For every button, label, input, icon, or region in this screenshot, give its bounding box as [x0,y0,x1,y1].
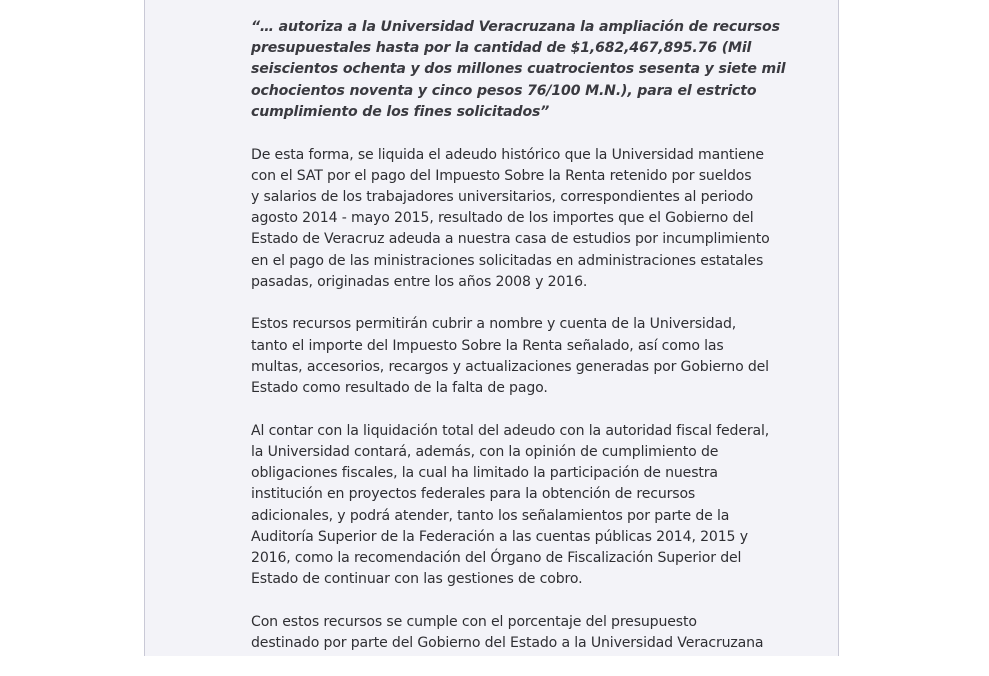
body-paragraph-3 [251,421,771,591]
document-page [144,0,839,656]
quote-line: ochocientos noventa y cinco pesos 76/100 M.N.), para el estricto [251,82,757,99]
text-line: tanto el importe del Impuesto Sobre la Renta señalado, así como las [251,337,724,354]
quote-paragraph [251,17,786,123]
text-line: agosto 2014 - mayo 2015, resultado de los importes que el Gobierno del [251,210,754,227]
text-line: Auditoría Superior de la Federación a las cuentas públicas 2014, 2015 y [251,528,748,545]
text-line: con el SAT por el pago del Impuesto Sobre la Renta retenido por sueldos [251,167,752,184]
text-line: Estado como resultado de la falta de pago. [251,380,548,397]
text-line: 2016, como la recomendación del Órgano de Fiscalización Superior del [251,549,742,566]
quote-line: presupuestales hasta por la cantidad de $1,682,467,895.76 (Mil [251,40,752,57]
text-line: adicionales, y podrá atender, tanto los señalamientos por parte de la [251,507,730,524]
text-line: multas, accesorios, recargos y actualizaciones generadas por Gobierno del [251,358,769,375]
quote-line: cumplimiento de los fines solicitados” [251,103,550,120]
text-line: Con estos recursos se cumple con el porcentaje del presupuesto [251,613,697,630]
text-line: De esta forma, se liquida el adeudo histórico que la Universidad mantiene [251,146,764,163]
body-paragraph-2 [251,314,771,399]
text-line: institución en proyectos federales para la obtención de recursos [251,486,696,503]
text-line: y salarios de los trabajadores universitarios, correspondientes al periodo [251,188,754,205]
document-body [251,17,786,676]
text-line: en el pago de las ministraciones solicitadas en administraciones estatales [251,252,764,269]
text-line: Al contar con la liquidación total del adeudo con la autoridad fiscal federal, [251,422,770,439]
body-paragraph-1 [251,145,771,293]
text-line: Estado de continuar con las gestiones de cobro. [251,571,583,588]
quote-line: “… autoriza a la Universidad Veracruzana la ampliación de recursos [251,19,780,35]
quote-line: seiscientos ochenta y dos millones cuatrocientos sesenta y siete mil [251,61,786,78]
text-line: la Universidad contará, además, con la opinión de cumplimiento de [251,443,719,460]
text-line: obligaciones fiscales, la cual ha limitado la participación de nuestra [251,465,718,482]
text-line: pasadas, originadas entre los años 2008 y 2016. [251,273,588,290]
text-line: Estado de Veracruz adeuda a nuestra casa de estudios por incumplimiento [251,231,770,248]
text-line: Estos recursos permitirán cubrir a nombre y cuenta de la Universidad, [251,316,737,333]
body-paragraph-4 [251,612,771,654]
text-line: destinado por parte del Gobierno del Estado a la Universidad Veracruzana [251,635,764,652]
